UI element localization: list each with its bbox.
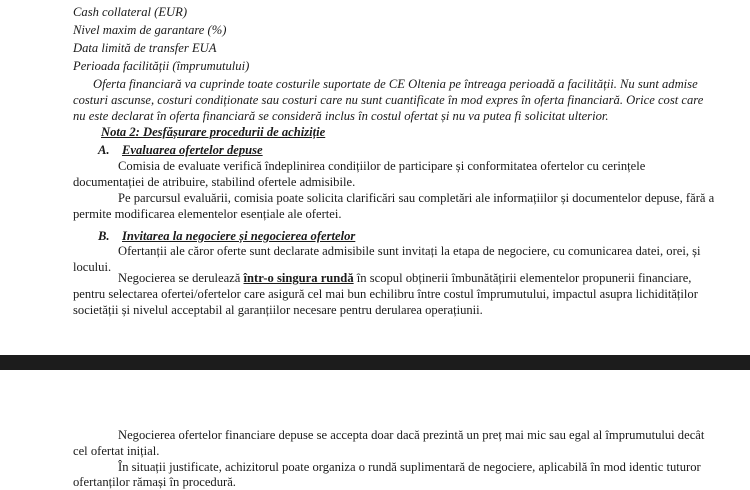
section-b-letter: B. <box>98 229 110 243</box>
section-b-paragraph-line: pentru selectarea ofertei/ofertelor care asigură cel mai bun echilibru între costul împrumutului, impactul asupra lichidităților <box>73 287 698 301</box>
section-b-paragraph-line: societății și nivelul acceptabil al garanțiilor necesare pentru derularea operațiunii. <box>73 303 483 317</box>
bottom-paragraph-line: ofertanților rămași în procedură. <box>73 475 236 489</box>
list-item-nivel-maxim: Nivel maxim de garantare (%) <box>73 23 227 37</box>
list-item-data-limita: Data limită de transfer EUA <box>73 41 217 55</box>
section-a-paragraph-line: documentației de atribuire, stabilind ofertele admisibile. <box>73 175 356 189</box>
section-b-text: în scopul obținerii îmbunătățirii elementelor propunerii financiare, <box>353 271 692 285</box>
list-item-perioada: Perioada facilității (împrumutului) <box>73 59 250 73</box>
section-b-text: Negocierea se derulează <box>118 271 244 285</box>
list-item-cash-collateral: Cash collateral (EUR) <box>73 5 188 19</box>
bottom-paragraph-line: În situații justificate, achizitorul poate organiza o rundă suplimentară de negociere, aplicabilă în mod identic tuturor <box>118 460 701 474</box>
offer-paragraph-line: costuri ascunse, costuri condiționate sau costuri care nu sunt cuantificate în mod expres în oferta financiară. Orice cost care <box>73 93 704 107</box>
section-b-paragraph-line: Ofertanții ale căror oferte sunt declarate admisibile sunt invitați la etapa de negociere, cu comunicarea datei, orei, și <box>118 244 701 258</box>
section-a-paragraph-line: Comisia de evaluate verifică îndeplinirea condițiilor de participare și conformitatea ofertelor cu cerințele <box>118 159 646 173</box>
offer-paragraph-line: Oferta financiară va cuprinde toate costurile suportate de CE Oltenia pe întreaga perioadă a facilității. Nu sunt admise <box>93 77 698 91</box>
section-a-paragraph-line: Pe parcursul evaluării, comisia poate solicita clarificări sau completări ale informațiilor și documentelor depuse, fără a <box>118 191 715 205</box>
page-break-bar <box>0 355 750 370</box>
bottom-paragraph-line: cel ofertat inițial. <box>73 444 160 458</box>
section-b-paragraph-line: locului. <box>73 260 112 274</box>
section-a-letter: A. <box>98 143 110 157</box>
section-b-paragraph-line <box>118 270 691 286</box>
bottom-paragraph-line: Negocierea ofertelor financiare depuse se accepta doar dacă prezintă un preț mai mic sau egal al împrumutului decât <box>118 428 705 442</box>
section-a-paragraph-line: permite modificarea elementelor esențiale ale ofertei. <box>73 207 342 221</box>
section-a-title: Evaluarea ofertelor depuse <box>122 143 263 157</box>
document-page-bottom <box>0 370 750 489</box>
single-round-emphasis: într-o singura rundă <box>243 271 354 285</box>
note-2-heading: Nota 2: Desfășurare procedurii de achiziție <box>101 125 326 139</box>
offer-paragraph-line: nu este declarat în oferta financiară se consideră inclus în costul ofertat și nu va putea fi solicitat ulterior. <box>73 109 609 123</box>
section-b-title: Invitarea la negociere și negocierea ofertelor <box>122 229 356 243</box>
